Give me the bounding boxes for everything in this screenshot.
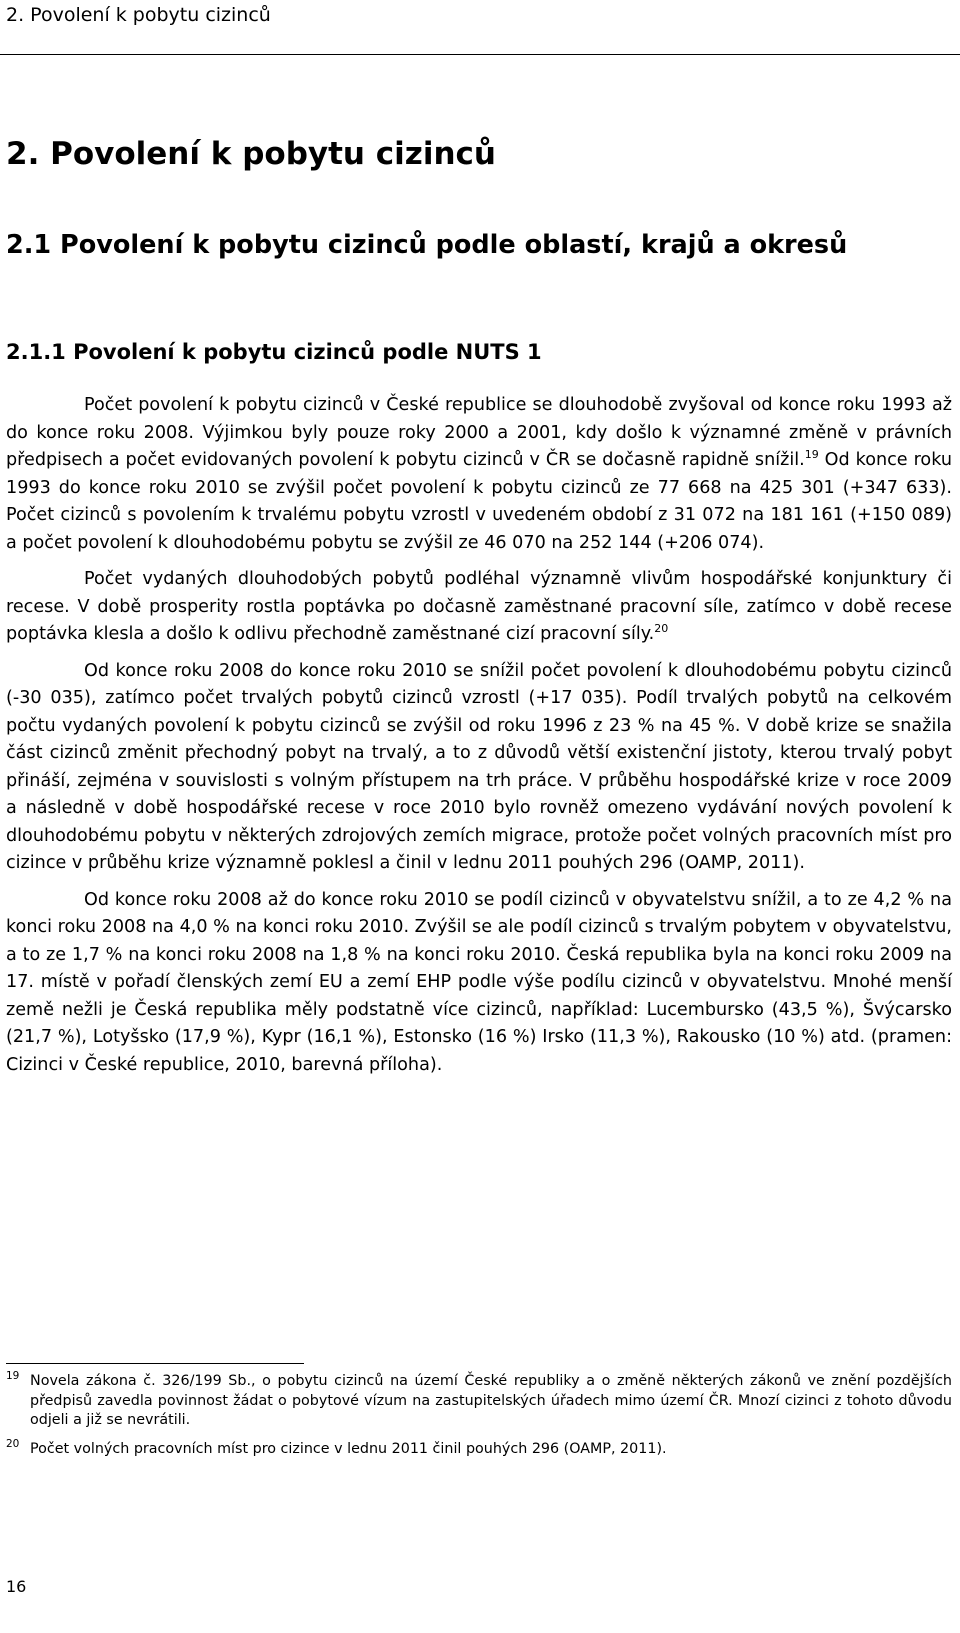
paragraph-2-text: Počet vydaných dlouhodobých pobytů podléhal významně vlivům hospodářské konjunktury či recese. V době prosperity rostla poptávka po dočasně zaměstnané pracovní síle, zatímco v době recese poptávka klesla a došlo k odlivu přechodně zaměstnané cizí pracovní síly. bbox=[6, 569, 952, 644]
paragraph-2 bbox=[6, 566, 952, 649]
footnote-ref-19: 19 bbox=[804, 448, 819, 461]
footnote-number: 19 bbox=[6, 1370, 20, 1382]
page-number: 16 bbox=[6, 1577, 27, 1596]
footnote-text: Novela zákona č. 326/199 Sb., o pobytu cizinců na území České republiky a o změně některých zákonů ve znění pozdějších předpisů zavedla povinnost žádat o pobytové vízum na zastupitelských úřadech mimo území ČR. Mnozí cizinci z tohoto důvodu odjeli a již se nevrátili. bbox=[30, 1373, 952, 1428]
body-text bbox=[6, 392, 952, 1079]
section-title: 2.1 Povolení k pobytu cizinců podle oblastí, krajů a okresů bbox=[6, 230, 848, 260]
header-rule bbox=[0, 54, 960, 55]
footnote-19 bbox=[6, 1372, 952, 1431]
subsection-title: 2.1.1 Povolení k pobytu cizinců podle NUTS 1 bbox=[6, 340, 542, 364]
footnotes bbox=[6, 1372, 952, 1459]
footnote-separator bbox=[6, 1363, 304, 1364]
footnote-ref-20: 20 bbox=[654, 622, 669, 635]
footnote-number: 20 bbox=[6, 1437, 20, 1450]
paragraph-1-part-a: Počet povolení k pobytu cizinců v České republice se dlouhodobě zvyšoval od konce roku 1993 až do konce roku 2008. Výjimkou byly pouze roky 2000 a 2001, kdy došlo k významné změně v právních předpisech a počet evidovaných povolení k pobytu cizinců v ČR se dočasně rapidně snížil. bbox=[6, 395, 952, 470]
footnote-20 bbox=[6, 1437, 952, 1460]
chapter-title: 2. Povolení k pobytu cizinců bbox=[6, 136, 496, 172]
paragraph-1-part-b: Od konce roku 1993 do konce roku 2010 se zvýšil počet povolení k pobytu cizinců ze 77 668 na 425 301 (+347 633). Počet cizinců s povolením k trvalému pobytu vzrostl v uvedeném období z 31 072 na 181 161 (+150 089) a počet povolení k dlouhodobému pobytu se zvýšil ze 46 070 na 252 144 (+206 074). bbox=[6, 450, 952, 553]
footnote-text: Počet volných pracovních míst pro cizince v lednu 2011 činil pouhých 296 (OAMP, 2011). bbox=[30, 1440, 667, 1457]
running-header: 2. Povolení k pobytu cizinců bbox=[6, 4, 271, 26]
paragraph-3: Od konce roku 2008 do konce roku 2010 se snížil počet povolení k dlouhodobému pobytu cizinců (-30 035), zatímco počet trvalých pobytů cizinců vzrostl (+17 035). Podíl trvalých pobytů na celkovém počtu vydaných povolení k pobytu cizinců se zvýšil od roku 1996 z 23 % na 45 %. V době krize se snažila část cizinců změnit přechodný pobyt na trvalý, a to z důvodů větší existenční jistoty, kterou trvalý pobyt přináší, zejména v souvislosti s volným přístupem na trh práce. V průběhu hospodářské krize v roce 2009 a následně v době hospodářské recese v roce 2010 bylo rovněž omezeno vydávání nových povolení k dlouhodobému pobytu v některých zdrojových zemích migrace, protože počet volných pracovních míst pro cizince v průběhu krize významně poklesl a činil v lednu 2011 pouhých 296 (OAMP, 2011). bbox=[6, 660, 952, 873]
paragraph-1 bbox=[6, 392, 952, 557]
paragraph-4: Od konce roku 2008 až do konce roku 2010 se podíl cizinců v obyvatelstvu snížil, a to ze 4,2 % na konci roku 2008 na 4,0 % na konci roku 2010. Zvýšil se ale podíl cizinců s trvalým pobytem v obyvatelstvu, a to ze 1,7 % na konci roku 2008 na 1,8 % na konci roku 2010. Česká republika byla na konci roku 2009 na 17. místě v pořadí členských zemí EU a zemí EHP podle výše podílu cizinců v obyvatelstvu. Mnohé menší země nežli je Česká republika měly podstatně více cizinců, například: Lucembursko (43,5 %), Švýcarsko (21,7 %), Lotyšsko (17,9 %), Kypr (16,1 %), Estonsko (16 %) Irsko (11,3 %), Rakousko (10 %) atd. (pramen: Cizinci v České republice, 2010, barevná příloha). bbox=[6, 889, 952, 1075]
